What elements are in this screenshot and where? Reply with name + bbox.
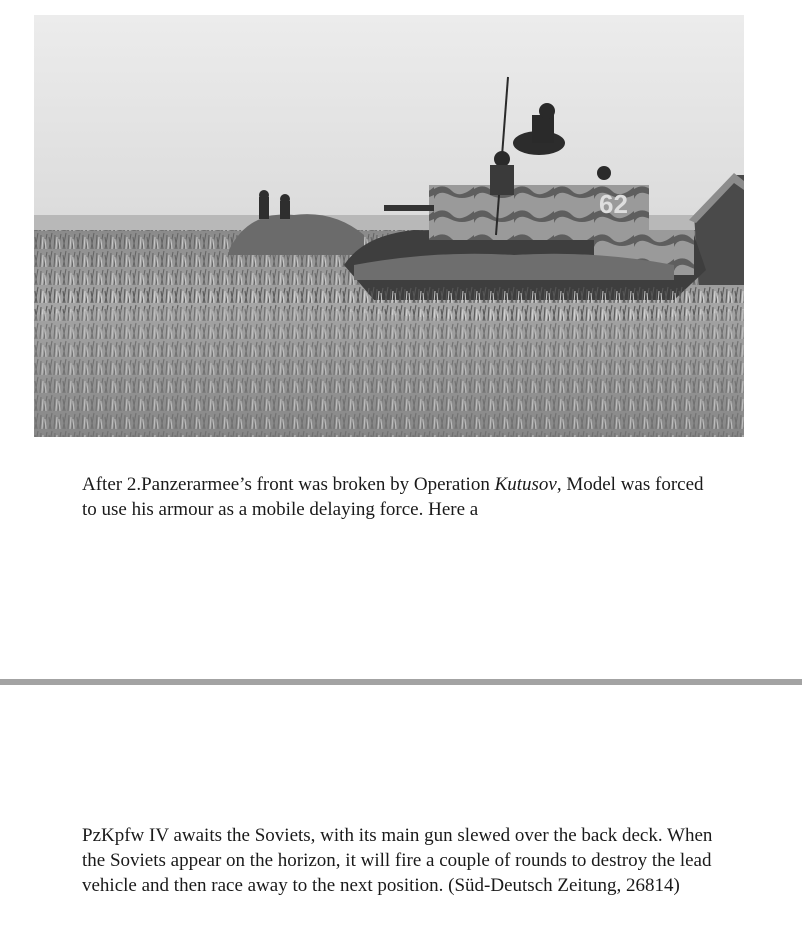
photograph: [34, 15, 744, 437]
photo-illustration: [34, 15, 744, 437]
soldier-figure: [259, 197, 269, 219]
caption-text-start: After 2.Panzerarmee’s front was broken by Operation: [82, 474, 495, 495]
caption-italic-term: Kutusov: [494, 474, 557, 495]
caption-text-end: , Model was forced to use his armour as a mobile delaying force. Here a: [82, 474, 704, 520]
tank-marking: 62: [599, 189, 628, 219]
main-gun: [384, 205, 434, 211]
caption-bottom: PzKpfw IV awaits the Soviets, with its main gun slewed over the back deck. When the Soviets appear on the horizon, it will fire a couple of rounds to destroy the lead vehicle and then race away to the next position. (Süd-Deutsch Zeitung, 26814): [82, 825, 713, 896]
page-divider: [0, 679, 802, 685]
caption-top: [82, 472, 722, 522]
